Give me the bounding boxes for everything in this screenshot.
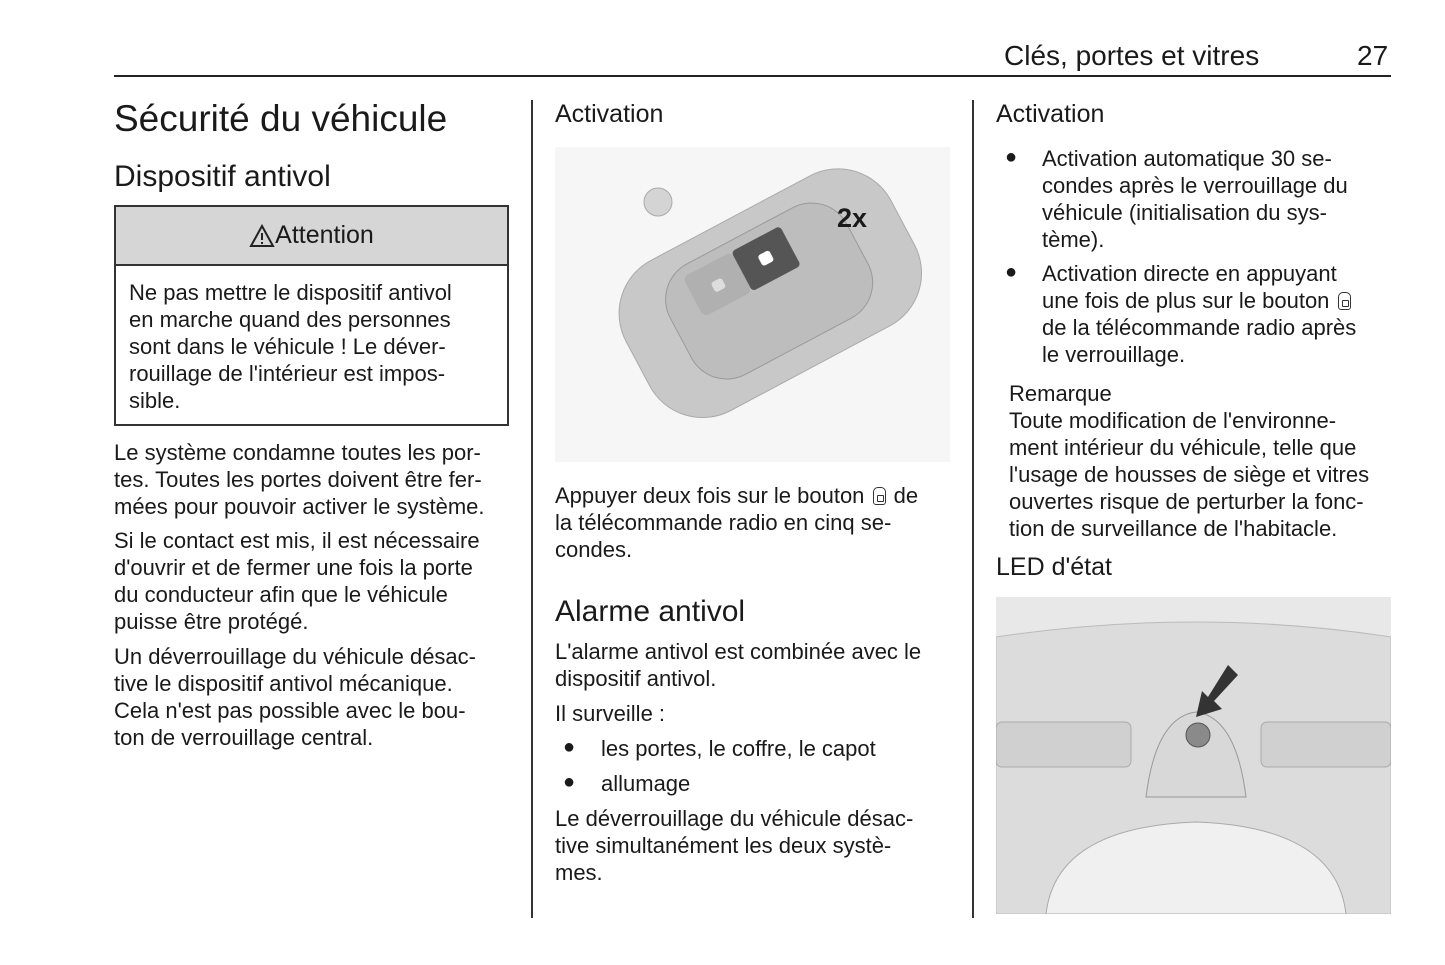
- text-line: rouillage de l'intérieur est impos-: [129, 361, 446, 386]
- text-line: puisse être protégé.: [114, 609, 309, 634]
- paragraph: [114, 439, 485, 520]
- text-line: ouvertes risque de perturber la fonc-: [1009, 489, 1364, 514]
- monitors-label: Il surveille :: [555, 701, 666, 726]
- text-line: Un déverrouillage du véhicule désac-: [114, 644, 476, 669]
- list-item: allumage: [601, 771, 691, 796]
- press-count-label: 2x: [837, 203, 868, 233]
- status-led-illustration: [996, 597, 1391, 914]
- list-item: [1042, 260, 1356, 368]
- text-line: ton de verrouillage central.: [114, 725, 374, 750]
- warning-header: [116, 207, 507, 266]
- list-item: [1042, 145, 1348, 253]
- text-line: Activation directe en appuyant: [1042, 261, 1337, 286]
- text-line: le verrouillage.: [1042, 342, 1186, 367]
- text-line: sible.: [129, 388, 181, 413]
- text-line: Activation automatique 30 se-: [1042, 146, 1332, 171]
- paragraph: [114, 643, 476, 751]
- text-line: tes. Toutes les portes doivent être fer-: [114, 467, 482, 492]
- text-line: Cela n'est pas possible avec le bou-: [114, 698, 466, 723]
- column-divider: [531, 100, 533, 918]
- subheading-activation: Activation: [555, 100, 664, 128]
- text-line: d'ouvrir et de fermer une fois la porte: [114, 555, 473, 580]
- column-divider: [972, 100, 974, 918]
- text-line: de la télécommande radio après: [1042, 315, 1357, 340]
- text-line: une fois de plus sur le bouton: [1042, 288, 1330, 313]
- subheading-led: LED d'état: [996, 553, 1112, 581]
- text-line: condes.: [555, 537, 633, 562]
- text-line: l'usage de housses de siège et vitres: [1009, 462, 1370, 487]
- text-line: du conducteur afin que le véhicule: [114, 582, 448, 607]
- key-fob-illustration: [555, 147, 950, 462]
- text-line: L'alarme antivol est combinée avec le: [555, 639, 922, 664]
- text-lines: [1042, 314, 1356, 368]
- text-line: Ne pas mettre le dispositif antivol: [129, 280, 452, 305]
- text-line: véhicule (initialisation du sys-: [1042, 200, 1327, 225]
- text-line: Le système condamne toutes les por-: [114, 440, 481, 465]
- subheading-activation: Activation: [996, 100, 1105, 128]
- text-line: de: [893, 483, 919, 508]
- paragraph: [555, 805, 913, 886]
- bullet-icon: ●: [563, 771, 576, 793]
- text-line: Le déverrouillage du véhicule désac-: [555, 806, 914, 831]
- list-item: les portes, le coffre, le capot: [601, 736, 876, 761]
- text-line: tive simultanément les deux systè-: [555, 833, 892, 858]
- lock-icon: [873, 487, 886, 505]
- text-line: la télécommande radio en cinq se-: [555, 510, 892, 535]
- text-line: dispositif antivol.: [555, 666, 717, 691]
- note-text: [1009, 407, 1369, 542]
- text-lines: [555, 509, 918, 563]
- section-title: Clés, portes et vitres: [1004, 40, 1260, 71]
- text-line: condes après le verrouillage du: [1042, 173, 1348, 198]
- lock-icon: [1338, 292, 1351, 310]
- paragraph: [555, 638, 921, 692]
- text-line: ment intérieur du véhicule, telle que: [1009, 435, 1357, 460]
- bullet-icon: ●: [563, 736, 576, 758]
- warning-text: [116, 266, 507, 414]
- text-line: mées pour pouvoir activer le système.: [114, 494, 485, 519]
- bullet-icon: ●: [1005, 146, 1018, 168]
- text-line: Toute modification de l'environne-: [1009, 408, 1337, 433]
- warning-label: Attention: [275, 221, 374, 249]
- bullet-icon: ●: [1005, 261, 1018, 283]
- note-title: Remarque: [1009, 381, 1112, 406]
- led-indicator: [1186, 723, 1210, 747]
- text-line: Appuyer deux fois sur le bouton: [555, 483, 865, 508]
- text-line: sont dans le véhicule ! Le déver-: [129, 334, 446, 359]
- text-line: Si le contact est mis, il est nécessaire: [114, 528, 480, 553]
- text-line: tème).: [1042, 227, 1105, 252]
- paragraph: [114, 527, 480, 635]
- page-title: Sécurité du véhicule: [114, 98, 448, 139]
- text-line: tion de surveillance de l'habitacle.: [1009, 516, 1338, 541]
- text-line: tive le dispositif antivol mécanique.: [114, 671, 453, 696]
- section-heading: Alarme antivol: [555, 595, 746, 628]
- page-number: 27: [1357, 40, 1389, 71]
- warning-triangle-icon: [249, 224, 275, 248]
- text-line: en marche quand des personnes: [129, 307, 451, 332]
- warning-box: [114, 205, 509, 426]
- header-rule: [114, 75, 1391, 77]
- text-line: mes.: [555, 860, 603, 885]
- paragraph: [555, 482, 918, 563]
- section-heading: Dispositif antivol: [114, 160, 331, 193]
